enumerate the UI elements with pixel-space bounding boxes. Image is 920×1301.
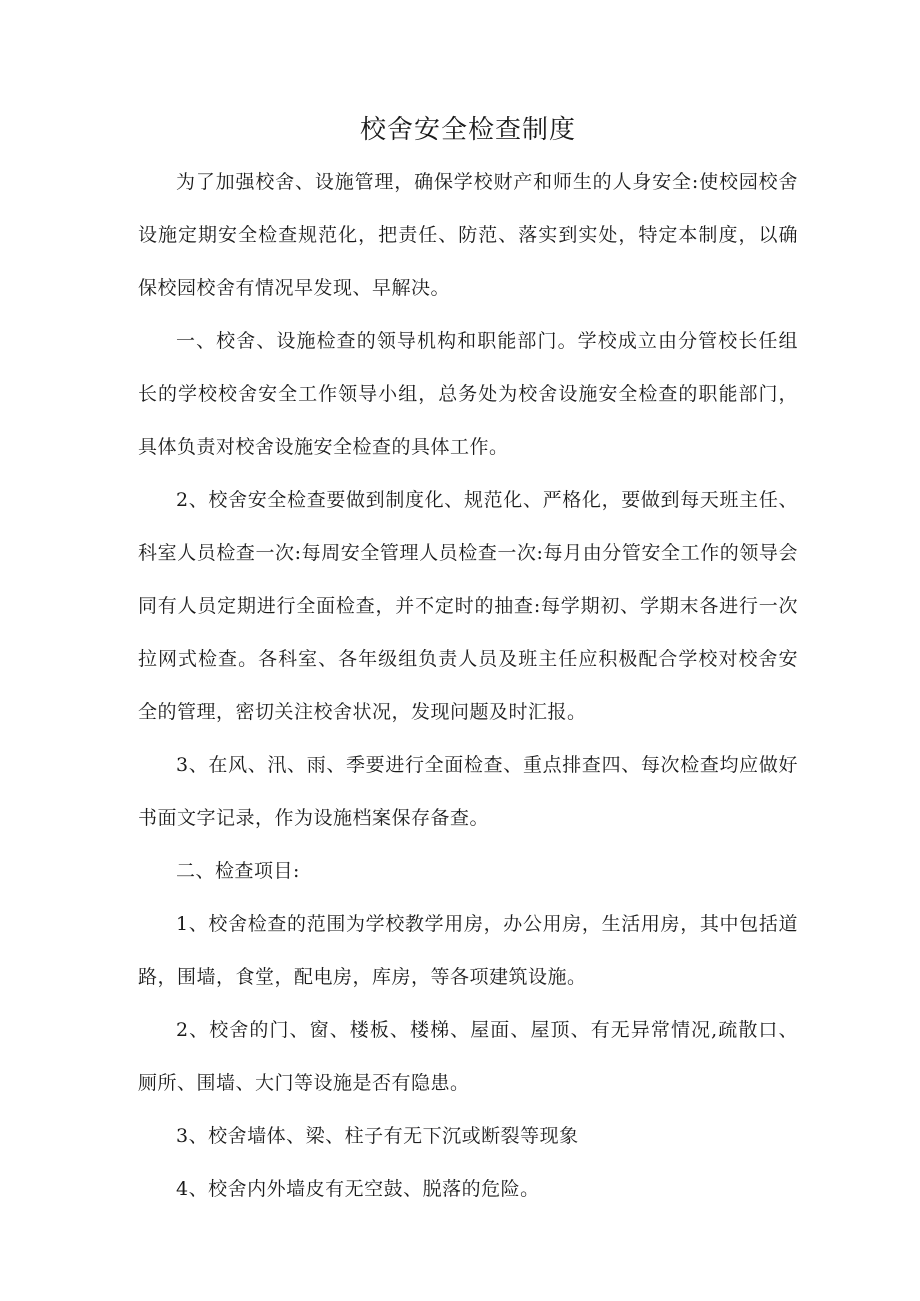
paragraph-check-item-2: 2、校舍的门、窗、楼板、楼梯、屋面、屋顶、有无异常情况,疏散口、厕所、围墙、大门等设施是否有隐患。	[138, 1019, 798, 1094]
paragraph-section-1: 一、校舍、设施检查的领导机构和职能部门。学校成立由分管校长任组长的学校校舍安全工作领导小组，总务处为校舍设施安全检查的职能部门，具体负责对校舍设施安全检查的具体工作。	[138, 330, 798, 458]
paragraph-check-item-1: 1、校舍检查的范围为学校教学用房，办公用房，生活用房，其中包括道路，围墙，食堂，配电房，库房，等各项建筑设施。	[138, 913, 798, 988]
document-body	[138, 110, 798, 1216]
document-title: 校舍安全检查制度	[359, 115, 576, 145]
paragraph-intro: 为了加强校舍、设施管理，确保学校财产和师生的人身安全:使校园校舍设施定期安全检查规范化，把责任、防范、落实到实处，特定本制度，以确保校园校舍有情况早发现、早解决。	[138, 171, 798, 299]
paragraph-item-2: 2、校舍安全检查要做到制度化、规范化、严格化，要做到每天班主任、科室人员检查一次:每周安全管理人员检查一次:每月由分管安全工作的领导会同有人员定期进行全面检查，并不定时的抽查:每学期初、学期末各进行一次拉网式检查。各科室、各年级组负责人员及班主任应积极配合学校对校舍安全的管理，密切关注校舍状况，发现问题及时汇报。	[138, 489, 798, 723]
paragraph-check-item-4: 4、校舍内外墙皮有无空鼓、脱落的危险。	[176, 1178, 540, 1200]
paragraph-check-item-3: 3、校舍墙体、梁、柱子有无下沉或断裂等现象	[176, 1125, 579, 1147]
paragraph-section-2-heading: 二、检查项目:	[176, 860, 300, 882]
paragraph-item-3: 3、在风、汛、雨、季要进行全面检查、重点排查四、每次检查均应做好书面文字记录，作为设施档案保存备查。	[138, 754, 798, 829]
